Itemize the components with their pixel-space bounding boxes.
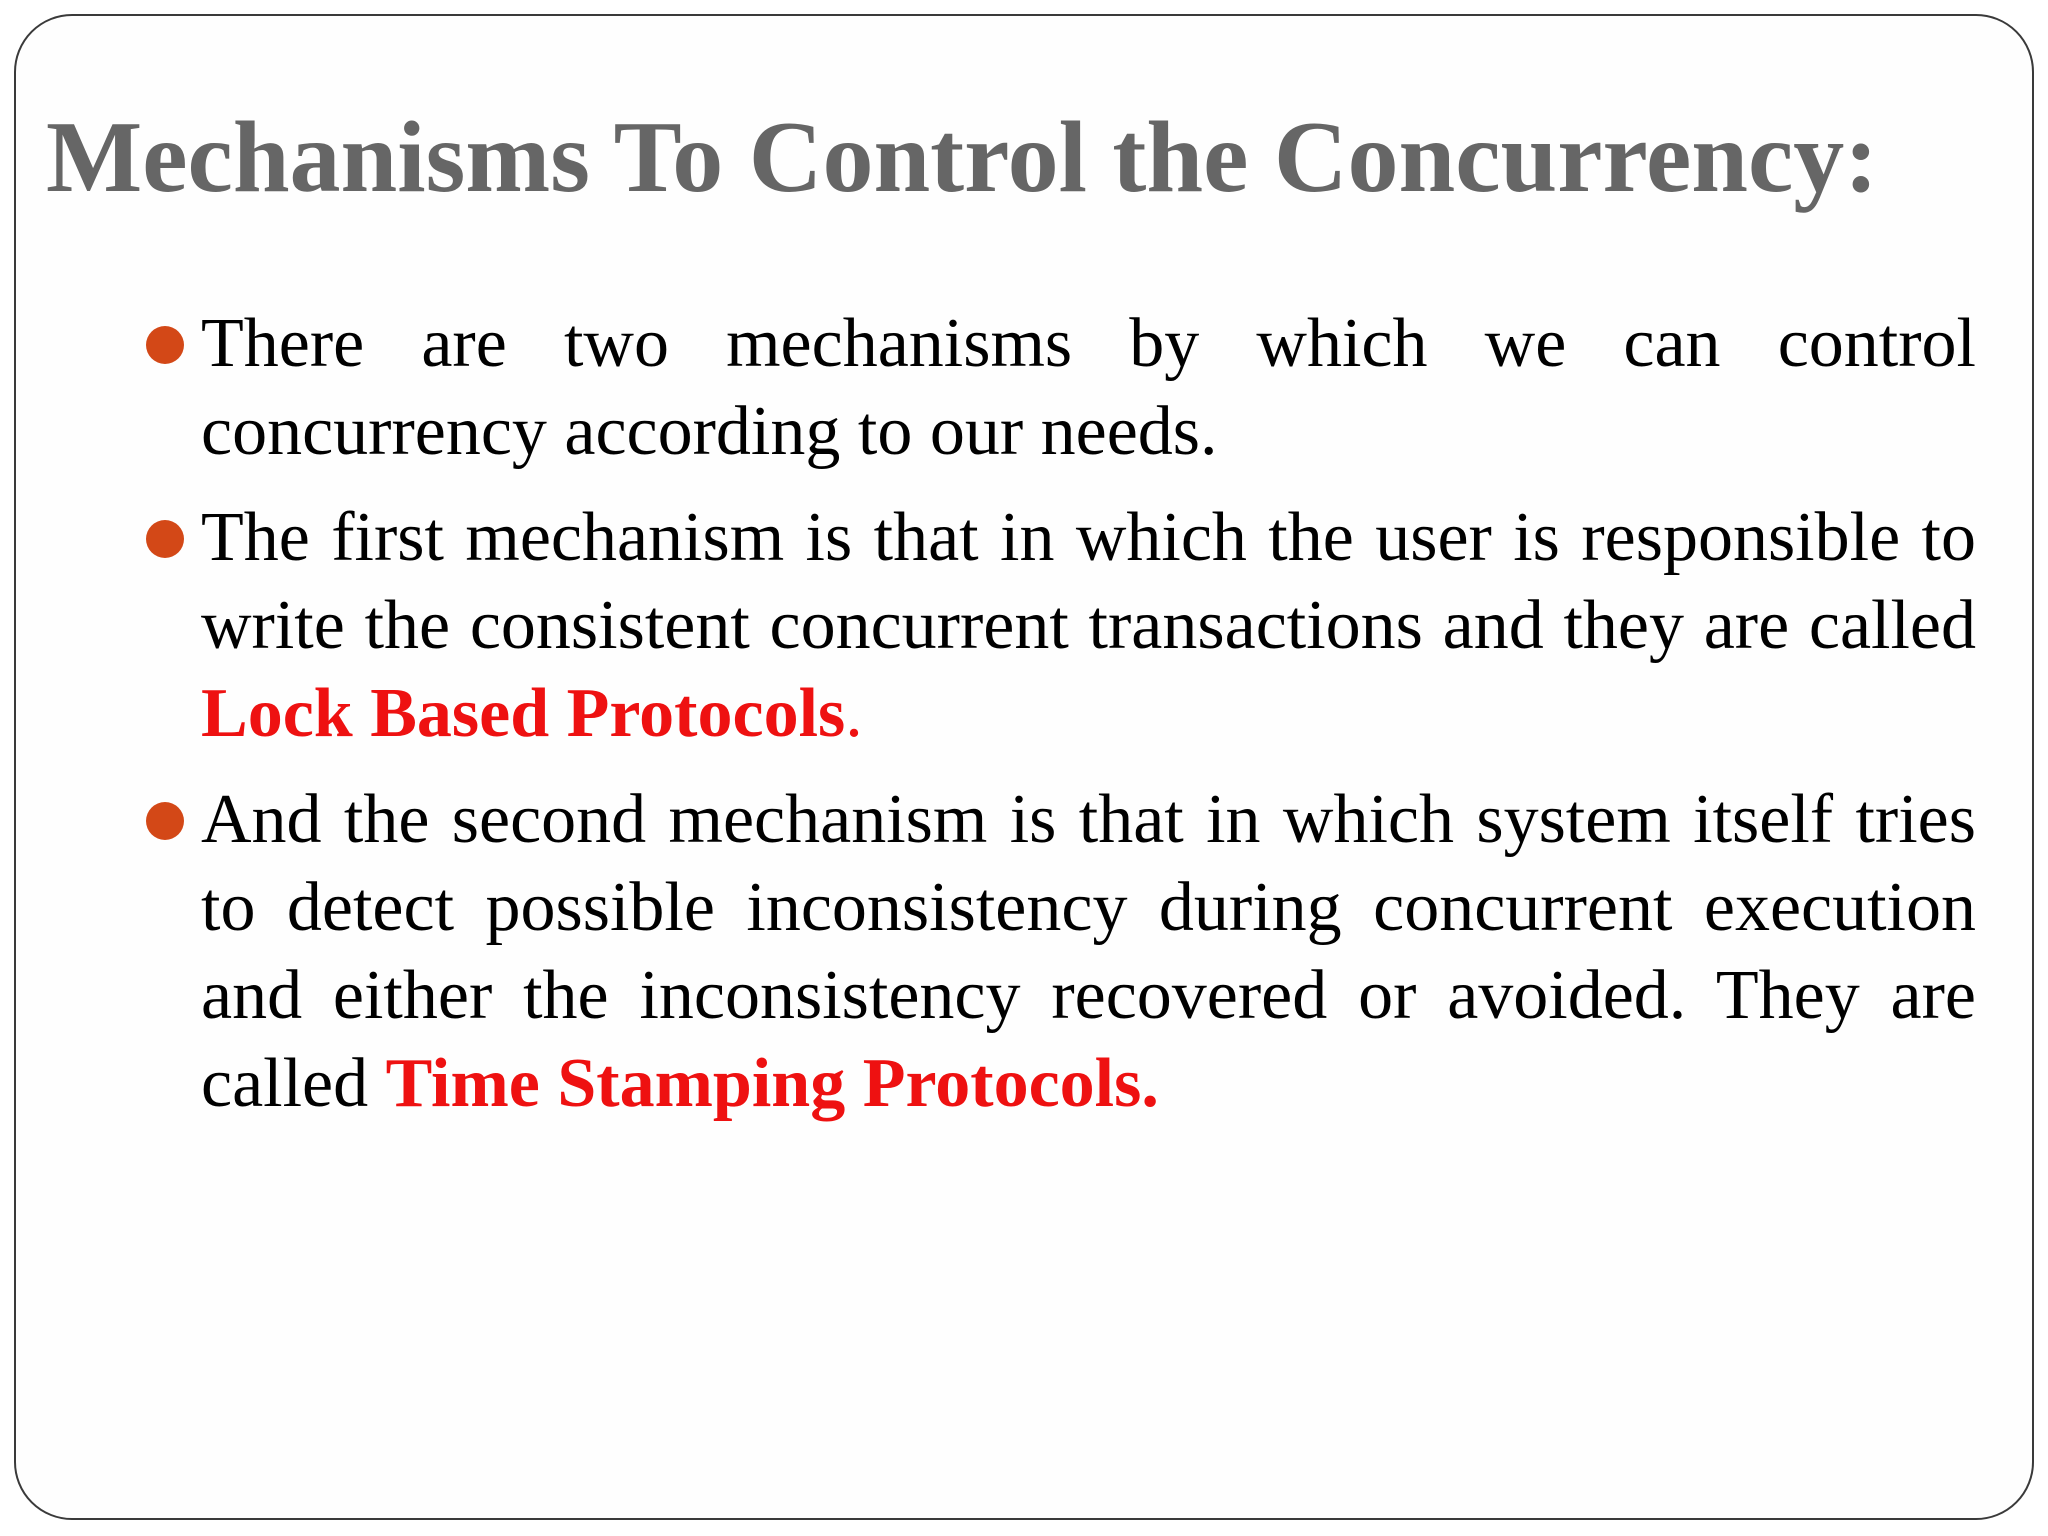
bullet-text-end: . xyxy=(845,675,863,752)
bullet-text: And the second mechanism is that in which system itself tries to detect possible inconsistency during concurrent execution and either the inconsistency recovered or avoided. They are called xyxy=(201,781,1976,1122)
slide-frame xyxy=(14,14,2034,1520)
slide-title: Mechanisms To Control the Concurrency: xyxy=(46,101,1879,214)
bullet-list xyxy=(201,300,1976,1146)
bullet-item-1 xyxy=(201,300,1976,476)
emphasis-lock-based-protocols: Lock Based Protocols xyxy=(201,675,846,752)
bullet-text: The first mechanism is that in which the user is responsible to write the consistent concurrent transactions and they are called xyxy=(201,499,1976,664)
bullet-text: There are two mechanisms by which we can control concurrency according to our needs. xyxy=(201,305,1976,470)
bullet-item-3 xyxy=(201,776,1976,1128)
bullet-item-2 xyxy=(201,494,1976,758)
bullet-dot-icon xyxy=(146,520,184,558)
emphasis-time-stamping-protocols: Time Stamping Protocols. xyxy=(385,1045,1159,1122)
bullet-dot-icon xyxy=(146,326,184,364)
bullet-dot-icon xyxy=(146,802,184,840)
